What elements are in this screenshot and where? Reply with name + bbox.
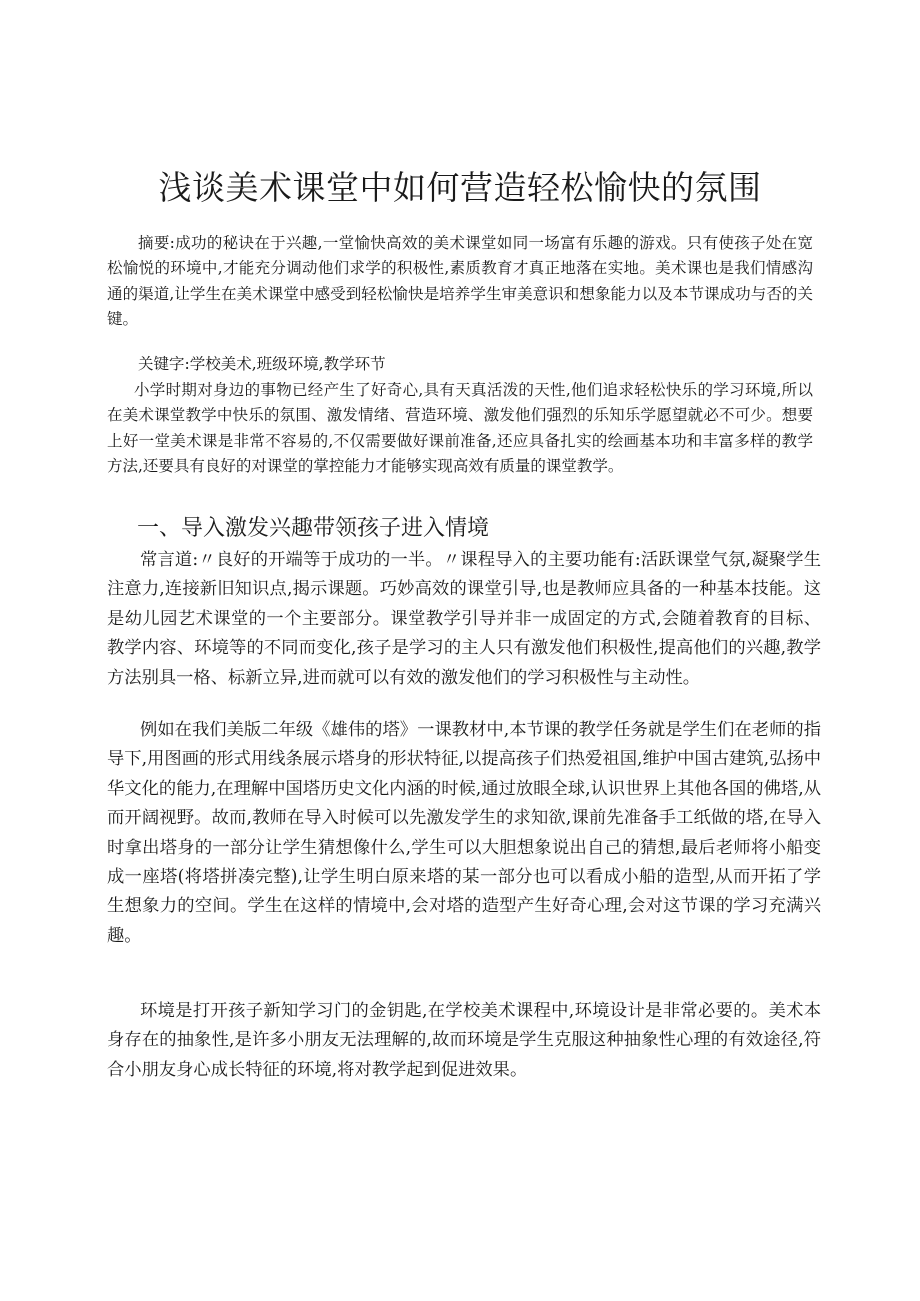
section-heading: 一、导入激发兴趣带领孩子进入情境 xyxy=(137,516,490,541)
body-paragraph: 常言道:〃良好的开端等于成功的一半。〃课程导入的主要功能有:活跃课堂气氛,凝聚学生注意力,连接新旧知识点,揭示课题。巧妙高效的课堂引导,也是教师应具备的一种基本技能。这是幼儿园艺术课堂的一个主要部分。课堂教学引导并非一成固定的方式,会随着教育的目标、教学内容、环境等的不同而变化,孩子是学习的主人只有激发他们积极性,提高他们的兴趣,教学方法别具一格、标新立异,进而就可以有效的激发他们的学习积极性与主动性。 xyxy=(107,550,821,688)
keywords-line: 关键字:学校美术,班级环境,教学环节 xyxy=(138,355,386,373)
body-paragraph: 环境是打开孩子新知学习门的金钥匙,在学校美术课程中,环境设计是非常必要的。美术本身存在的抽象性,是许多小朋友无法理解的,故而环境是学生克服这种抽象性心理的有效途径,符合小朋友身心成长特征的环境,将对教学起到促进效果。 xyxy=(107,1001,821,1080)
document-title: 浅谈美术课堂中如何营造轻松愉快的氛围 xyxy=(158,168,762,207)
abstract-paragraph: 摘要:成功的秘诀在于兴趣,一堂愉快高效的美术课堂如同一场富有乐趣的游戏。只有使孩子处在宽松愉悦的环境中,才能充分调动他们求学的积极性,素质教育才真正地落在实地。美术课也是我们情感沟通的渠道,让学生在美术课堂中感受到轻松愉快是培养学生审美意识和想象能力以及本节课成功与否的关键。 xyxy=(107,234,813,328)
body-paragraph: 例如在我们美版二年级《雄伟的塔》一课教材中,本节课的教学任务就是学生们在老师的指导下,用图画的形式用线条展示塔身的形状特征,以提高孩子们热爱祖国,维护中国古建筑,弘扬中华文化的能力,在理解中国塔历史文化内涵的时候,通过放眼全球,认识世界上其他各国的佛塔,从而开阔视野。故而,教师在导入时候可以先激发学生的求知欲,课前先准备手工纸做的塔,在导入时拿出塔身的一部分让学生猜想像什么,学生可以大胆想象说出自己的猜想,最后老师将小船变成一座塔(将塔拼凑完整),让学生明白原来塔的某一部分也可以看成小船的造型,从而开拓了学生想象力的空间。学生在这样的情境中,会对塔的造型产生好奇心理,会对这节课的学习充满兴趣。 xyxy=(107,720,821,946)
intro-paragraph: 小学时期对身边的事物已经产生了好奇心,具有天真活泼的天性,他们追求轻松快乐的学习环境,所以在美术课堂教学中快乐的氛围、激发情绪、营造环境、激发他们强烈的乐知乐学愿望就必不可少。想要上好一堂美术课是非常不容易的,不仅需要做好课前准备,还应具备扎实的绘画基本功和丰富多样的教学方法,还要具有良好的对课堂的掌控能力才能够实现高效有质量的课堂教学。 xyxy=(107,381,813,475)
